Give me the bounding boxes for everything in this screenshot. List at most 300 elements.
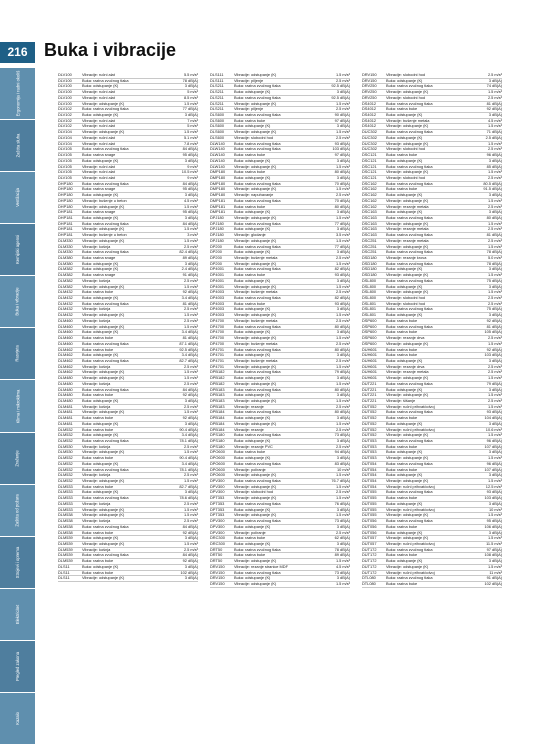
- measurement-label: Buka: razina buke: [82, 456, 114, 461]
- chapter-tab[interactable]: [0, 328, 35, 380]
- table-column: [362, 73, 502, 588]
- measurement-value: 92.5 dB(A): [179, 347, 198, 352]
- measurement-value: 107 dB(A): [484, 444, 502, 449]
- measurement-value: 94 dB(A): [334, 450, 350, 455]
- model-code: DHP180: [58, 198, 73, 203]
- measurement-label: Buka: razina buke: [386, 467, 418, 472]
- measurement-value: 91.5 dB(A): [483, 187, 502, 192]
- measurement-label: Vibracije: ručni alat: [82, 73, 115, 77]
- measurement-label: Buka: odstupanje (K): [386, 473, 423, 478]
- model-code: DSL801: [362, 301, 377, 306]
- measurement-label: Vibracije: piljenje: [234, 107, 264, 112]
- chapter-tab[interactable]: [0, 68, 35, 120]
- measurement-label: Buka: razina zvučnog tlaka: [234, 433, 281, 438]
- measurement-value: 84 dB(A): [182, 221, 198, 226]
- measurement-label: Buka: razina buke: [82, 336, 114, 341]
- measurement-value: 3.4 dB(A): [181, 296, 198, 301]
- chapter-tab[interactable]: [0, 380, 35, 432]
- measurement-label: Buka: razina zvučnog tlaka: [234, 570, 281, 575]
- model-code: DUT055: [362, 513, 377, 518]
- measurement-value: 93 dB(A): [486, 410, 502, 415]
- model-code: DSL800: [362, 284, 377, 289]
- measurement-label: Buka: razina buke: [386, 187, 418, 192]
- measurement-label: Buka: razina buke: [386, 416, 418, 421]
- measurement-value: 2.5 m/s²: [183, 307, 198, 312]
- model-code: DUT054: [362, 484, 377, 489]
- measurement-value: 3 dB(A): [488, 387, 502, 392]
- measurement-label: Vibracije: odstupanje (K): [386, 564, 429, 569]
- measurement-value: 92 dB(A): [182, 393, 198, 398]
- measurement-value: 5.1 m/s²: [183, 135, 198, 140]
- measurement-value: 1.5 m/s²: [487, 479, 502, 484]
- model-code: DUT221: [362, 381, 377, 386]
- model-code: DLM330: [58, 250, 73, 255]
- chapter-tab[interactable]: [0, 589, 35, 641]
- table-column: [58, 73, 198, 588]
- measurement-value: 1.5 m/s²: [487, 456, 502, 461]
- model-code: DTL080: [362, 581, 376, 586]
- measurement-value: 92.5 dB(A): [331, 84, 350, 89]
- measurement-value: 103 dB(A): [484, 496, 502, 501]
- model-code: DLM460: [58, 318, 73, 323]
- model-code: DUT054: [362, 473, 377, 478]
- measurement-label: Vibracije: ručni prihvat/odvoj: [386, 541, 435, 546]
- measurement-value: 3 dB(A): [488, 78, 502, 83]
- measurement-value: 82.7 dB(A): [179, 484, 198, 489]
- measurement-value: 3 dB(A): [336, 307, 350, 312]
- chapter-tab-label: Ergonomija i radni okoliš: [15, 70, 20, 117]
- measurement-label: Buka: razina buke: [386, 553, 418, 558]
- measurement-label: Buka: razina zvučnog tlaka: [234, 113, 281, 118]
- model-code: DLM380: [58, 261, 73, 266]
- measurement-value: 7 m/s²: [187, 118, 198, 123]
- measurement-label: Vibracije: odstupanje (K): [386, 170, 429, 175]
- measurement-label: Buka: odstupanje (K): [82, 490, 119, 495]
- measurement-label: Buka: razina zvučnog tlaka: [82, 387, 129, 392]
- model-code: DP4003: [210, 301, 225, 306]
- measurement-value: 3 dB(A): [336, 576, 350, 581]
- model-code: DLS600: [210, 113, 225, 118]
- model-code: DPB182: [210, 381, 225, 386]
- model-code: DUC302: [362, 135, 377, 140]
- measurement-label: Buka: razina zvučnog tlaka: [234, 95, 281, 100]
- measurement-label: Buka: razina buke: [82, 570, 114, 575]
- page-title: Buka i vibracije: [44, 40, 177, 60]
- measurement-value: 1.5 m/s²: [183, 507, 198, 512]
- measurement-value: 3 dB(A): [184, 84, 198, 89]
- measurement-label: Vibracije: košnja: [82, 318, 111, 323]
- model-code: DLM480: [58, 387, 73, 392]
- measurement-label: Vibracije: odstupanje (K): [234, 187, 277, 192]
- model-code: DP4700: [210, 341, 225, 346]
- measurement-label: Vibracije: rezanje: [234, 404, 264, 409]
- chapter-sidebar: [0, 68, 35, 745]
- measurement-value: 2.5 m/s²: [487, 238, 502, 243]
- measurement-label: Buka: odstupanje (K): [82, 84, 119, 89]
- measurement-value: 4.5 m/s²: [183, 198, 198, 203]
- chapter-tab[interactable]: [0, 172, 35, 224]
- chapter-tab-label: Ventilacija: [14, 188, 20, 208]
- model-code: DSC251: [362, 238, 377, 243]
- measurement-label: Vibracije: bušenje metala: [234, 358, 278, 363]
- measurement-label: Buka: razina buke: [234, 153, 266, 158]
- model-code: DUT055: [362, 501, 377, 506]
- measurement-value: 75 dB(A): [486, 307, 502, 312]
- measurement-value: 1.5 m/s²: [335, 313, 350, 318]
- measurement-label: Buka: odstupanje (K): [386, 158, 423, 163]
- chapter-tab[interactable]: [0, 537, 35, 589]
- model-code: DLM533: [58, 507, 73, 512]
- model-code: DLS211: [210, 101, 224, 106]
- chapter-tab[interactable]: [0, 224, 35, 276]
- measurement-label: Buka: odstupanje (K): [386, 267, 423, 272]
- model-code: DLS211: [210, 107, 224, 112]
- measurement-label: Buka: odstupanje (K): [234, 278, 271, 283]
- measurement-value: 3 dB(A): [184, 215, 198, 220]
- measurement-label: Vibracije: odstupanje (K): [82, 576, 125, 581]
- measurement-label: Vibracije: poliranje: [234, 530, 266, 535]
- measurement-value: 81 dB(A): [486, 324, 502, 329]
- model-code: DLM432: [58, 296, 73, 301]
- measurement-value: 87.1 dB(A): [179, 341, 198, 346]
- measurement-label: Vibracije: odstupanje (K): [386, 141, 429, 146]
- model-code: DUT052: [362, 427, 377, 432]
- measurement-label: Vibracije: odstupanje (K): [234, 398, 277, 403]
- model-code: DP200: [210, 250, 222, 255]
- measurement-label: Buka: razina buke: [234, 536, 266, 541]
- measurement-value: 1.5 m/s²: [487, 273, 502, 278]
- measurement-label: Buka: odstupanje (K): [82, 421, 119, 426]
- model-code: DLV105: [58, 175, 72, 180]
- model-code: DLV100: [58, 73, 72, 77]
- model-code: DPB183: [210, 387, 225, 392]
- measurement-label: Buka: razina buke: [234, 301, 266, 306]
- measurement-value: 4.5 m/s²: [335, 564, 350, 569]
- chapter-tab[interactable]: [0, 641, 35, 693]
- model-code: DLM460: [58, 336, 73, 341]
- measurement-label: Vibracije: ručni prihvat/odvoj: [386, 404, 435, 409]
- model-code: DLV100: [58, 95, 72, 100]
- model-code: DLM532: [58, 439, 73, 443]
- measurement-value: 82 dB(A): [334, 267, 350, 272]
- chapter-tab[interactable]: [0, 276, 35, 328]
- measurement-value: 3 dB(A): [336, 541, 350, 546]
- chapter-tab[interactable]: [0, 485, 35, 537]
- measurement-label: Buka: razina buke: [386, 107, 418, 112]
- measurement-label: Vibracije: odstupanje (K): [82, 130, 125, 135]
- model-code: DLM460: [58, 324, 73, 329]
- measurement-value: 3 dB(A): [488, 559, 502, 564]
- model-code: DSD180: [362, 267, 377, 272]
- measurement-label: Vibracije: odstupanje (K): [234, 73, 277, 77]
- measurement-value: 1.5 m/s²: [335, 559, 350, 564]
- measurement-label: Buka: razina zvučnog tlaka: [82, 439, 129, 443]
- measurement-label: Buka: odstupanje (K): [82, 461, 119, 466]
- measurement-value: 76.7 dB(A): [331, 479, 350, 484]
- model-code: DUT172: [362, 559, 377, 564]
- model-code: DLM539: [58, 547, 73, 552]
- measurement-value: 3 dB(A): [488, 210, 502, 215]
- measurement-label: Vibracije: bušenje metala: [234, 318, 278, 323]
- measurement-value: 90.4 dB(A): [179, 427, 198, 432]
- measurement-value: 3 dB(A): [184, 261, 198, 266]
- measurement-value: 3 dB(A): [184, 564, 198, 569]
- model-code: DLM432: [58, 307, 73, 312]
- model-code: DLM532: [58, 479, 73, 484]
- measurement-label: Buka: razina zvučnog tlaka: [234, 479, 281, 484]
- measurement-value: 1.5 m/s²: [487, 433, 502, 438]
- measurement-label: Vibracije: odstupanje (K): [82, 204, 125, 209]
- model-code: DLV100: [58, 101, 72, 106]
- measurement-label: Buka: odstupanje (K): [234, 393, 271, 398]
- measurement-label: Vibracije: odstupanje (K): [82, 284, 125, 289]
- measurement-label: Vibracije: bušenje metala: [234, 341, 278, 346]
- measurement-value: 78 dB(A): [486, 250, 502, 255]
- model-code: DPO600: [210, 450, 225, 455]
- measurement-label: Buka: odstupanje (K): [386, 193, 423, 198]
- measurement-value: 1.5 m/s²: [183, 513, 198, 518]
- measurement-label: Buka: razina zvučnog tlaka: [386, 101, 433, 106]
- model-code: DPB184: [210, 410, 225, 415]
- measurement-value: 3 dB(A): [488, 113, 502, 118]
- chapter-tab-label: Klima i mikroklima: [15, 389, 20, 423]
- measurement-value: 3 dB(A): [336, 524, 350, 529]
- measurement-value: 95 dB(A): [182, 210, 198, 215]
- measurement-value: 2.5 m/s²: [335, 358, 350, 363]
- model-code: DP4003: [210, 290, 225, 295]
- model-code: DPB183: [210, 393, 225, 398]
- measurement-value: 11.5 m/s²: [486, 541, 502, 546]
- measurement-label: Buka: razina zvučnog tlaka: [82, 78, 129, 83]
- model-code: DUT172: [362, 570, 377, 575]
- measurement-label: Buka: odstupanje (K): [82, 330, 119, 335]
- measurement-label: Vibracije: košnja: [82, 278, 111, 283]
- model-code: DSC162: [362, 187, 377, 192]
- model-code: DRV250: [362, 90, 377, 95]
- model-code: DLM481: [58, 416, 73, 421]
- measurement-value: 3 dB(A): [184, 421, 198, 426]
- measurement-label: Vibracije: odstupanje (K): [234, 101, 277, 106]
- measurement-value: 3 dB(A): [336, 439, 350, 443]
- measurement-label: Buka: razina buke: [234, 204, 266, 209]
- model-code: DUT055: [362, 507, 377, 512]
- model-code: DUT056: [362, 524, 377, 529]
- model-code: DRT50: [210, 559, 223, 564]
- model-code: DMP180: [210, 170, 226, 175]
- measurement-value: 5.0 m/s²: [487, 256, 502, 260]
- measurement-label: Buka: razina buke: [82, 530, 114, 535]
- measurement-value: 1.5 m/s²: [487, 141, 502, 146]
- measurement-label: Buka: razina zvučnog tlaka: [234, 324, 281, 329]
- measurement-value: 92 dB(A): [486, 347, 502, 352]
- measurement-label: Vibracije: odstupanje (K): [234, 261, 277, 266]
- measurement-label: Buka: odstupanje (K): [82, 193, 119, 198]
- model-code: DLM480: [58, 381, 73, 386]
- measurement-value: 1.5 m/s²: [183, 410, 198, 415]
- measurement-value: 96 dB(A): [486, 153, 502, 158]
- chapter-tab-label: Strojevi i oprema: [14, 546, 20, 578]
- model-code: DLM539: [58, 541, 73, 546]
- measurement-label: Buka: razina zvučnog tlaka: [234, 501, 281, 506]
- measurement-label: Buka: razina buke: [82, 416, 114, 421]
- model-code: DSC163: [362, 233, 377, 238]
- measurement-label: Buka: razina zvučnog tlaka: [386, 324, 433, 329]
- measurement-label: Vibracije: odstupanje (K): [234, 284, 277, 289]
- model-code: DPJ180: [210, 221, 224, 226]
- measurement-value: 85 dB(A): [486, 164, 502, 169]
- measurement-value: 80 dB(A): [334, 347, 350, 352]
- measurement-label: Vibracije: odstupanje (K): [386, 393, 429, 398]
- model-code: DUT052: [362, 421, 377, 426]
- model-code: DS4012: [362, 113, 377, 118]
- model-code: DLM480: [58, 376, 73, 381]
- model-code: DUT221: [362, 398, 377, 403]
- measurement-label: Buka: razina buke: [82, 347, 114, 352]
- measurement-label: Buka: odstupanje (K): [386, 559, 423, 564]
- measurement-label: Vibracije: odstupanje (K): [386, 479, 429, 484]
- model-code: DLV105: [58, 147, 72, 152]
- measurement-value: 1.5 m/s²: [335, 484, 350, 489]
- measurement-value: 1.5 m/s²: [335, 496, 350, 501]
- measurement-label: Buka: razina zvučnog tlaka: [82, 358, 129, 363]
- measurement-label: Vibracije: odstupanje (K): [82, 370, 125, 375]
- model-code: DHP180: [58, 181, 73, 186]
- model-code: DLM533: [58, 501, 73, 506]
- measurement-value: 73 dB(A): [334, 433, 350, 438]
- measurement-value: 95 dB(A): [182, 153, 198, 158]
- model-code: DSC121: [362, 158, 377, 163]
- measurement-label: Buka: razina buke: [82, 393, 114, 398]
- model-code: DP4001: [210, 284, 225, 289]
- chapter-tab-label: Buka i vibracije: [14, 287, 20, 316]
- measurement-value: 80 dB(A): [334, 204, 350, 209]
- model-code: DLM539: [58, 536, 73, 541]
- measurement-value: 9 m/s²: [187, 175, 198, 180]
- model-code: DLM382: [58, 284, 73, 289]
- model-code: DUT057: [362, 541, 377, 546]
- measurement-label: Vibracije: košnja: [82, 244, 111, 249]
- model-code: DLM530: [58, 450, 73, 455]
- model-code: DUH601: [362, 347, 377, 352]
- measurement-value: 1.5 m/s²: [335, 164, 350, 169]
- model-code: DLM432: [58, 301, 73, 306]
- measurement-label: Buka: razina snage: [82, 273, 116, 278]
- measurement-value: 97 dB(A): [486, 547, 502, 552]
- measurement-label: Vibracije: slobodni hod: [386, 147, 426, 152]
- measurement-label: Buka: razina buke: [234, 553, 266, 558]
- measurement-value: 1.5 m/s²: [487, 290, 502, 295]
- model-code: DUT221: [362, 387, 377, 392]
- measurement-label: Buka: odstupanje (K): [234, 307, 271, 312]
- measurement-value: 93 dB(A): [334, 273, 350, 278]
- measurement-value: 92 dB(A): [182, 416, 198, 421]
- measurement-value: 78 dB(A): [334, 547, 350, 552]
- measurement-label: Buka: razina zvučnog tlaka: [82, 181, 129, 186]
- chapter-tab[interactable]: [0, 433, 35, 485]
- chapter-tab[interactable]: [0, 120, 35, 172]
- model-code: DPV300: [210, 524, 225, 529]
- measurement-value: 77 dB(A): [334, 244, 350, 249]
- measurement-label: Vibracije: odstupanje (K): [82, 410, 125, 415]
- model-code: DS4012: [362, 107, 377, 112]
- model-code: DUH601: [362, 358, 377, 363]
- measurement-value: 80 dB(A): [334, 410, 350, 415]
- model-code: DLV105: [58, 164, 72, 169]
- measurement-value: 3 dB(A): [336, 227, 350, 232]
- model-code: DLV105: [58, 170, 72, 175]
- measurement-label: Vibracije: odstupanje (K): [82, 101, 125, 106]
- measurement-label: Vibracije: odstupanje (K): [234, 496, 277, 501]
- measurement-label: Buka: razina zvučnog tlaka: [386, 130, 433, 135]
- model-code: DLM539: [58, 559, 73, 564]
- measurement-label: Buka: odstupanje (K): [234, 576, 271, 581]
- measurement-label: Buka: razina zvučnog tlaka: [386, 233, 433, 238]
- measurement-value: 1.5 m/s²: [487, 513, 502, 518]
- model-code: DUC302: [362, 147, 377, 152]
- measurement-value: 3.5 m/s²: [335, 233, 350, 238]
- model-code: DLV104: [58, 135, 72, 140]
- measurement-label: Buka: razina zvučnog tlaka: [386, 84, 433, 89]
- model-code: DLW140: [210, 153, 225, 158]
- measurement-value: 1.5 m/s²: [335, 284, 350, 289]
- model-code: DP200: [210, 244, 222, 249]
- measurement-value: 1.5 m/s²: [335, 513, 350, 518]
- measurement-label: Vibracije: odstupanje (K): [234, 381, 277, 386]
- chapter-tab[interactable]: [0, 693, 35, 745]
- measurement-label: Vibracije: rezanje drva: [386, 364, 425, 369]
- measurement-label: Buka: odstupanje (K): [386, 78, 423, 83]
- model-code: DLM532: [58, 461, 73, 466]
- measurement-label: Vibracije: ručni prihvat/odvoj: [386, 427, 435, 432]
- measurement-label: Buka: razina buke: [82, 290, 114, 295]
- model-code: DLV100: [58, 84, 72, 89]
- measurement-value: 3 dB(A): [184, 193, 198, 198]
- model-code: DSC163: [362, 227, 377, 232]
- measurement-label: Vibracije: napuhavanje: [234, 193, 274, 198]
- model-code: DSL801: [362, 307, 377, 312]
- measurement-value: 3 dB(A): [488, 473, 502, 478]
- measurement-label: Vibracije: košnja: [82, 501, 111, 506]
- measurement-label: Buka: razina zvučnog tlaka: [386, 261, 433, 266]
- measurement-value: 79 dB(A): [334, 370, 350, 375]
- measurement-label: Buka: razina zvučnog tlaka: [82, 341, 129, 346]
- measurement-value: 2.5 m/s²: [487, 175, 502, 180]
- measurement-label: Vibracije: košnja: [82, 473, 111, 478]
- model-code: DSD180: [362, 261, 377, 266]
- measurement-value: 96 dB(A): [486, 439, 502, 443]
- measurement-value: 3 dB(A): [488, 313, 502, 318]
- measurement-value: 3 dB(A): [336, 278, 350, 283]
- model-code: DUT055: [362, 490, 377, 495]
- measurement-value: 96 dB(A): [486, 461, 502, 466]
- measurement-value: 1.5 m/s²: [487, 536, 502, 541]
- measurement-value: 3 dB(A): [336, 393, 350, 398]
- measurement-value: 2.5 m/s²: [487, 336, 502, 341]
- measurement-label: Vibracije: rezanje stranice MDF: [234, 564, 288, 569]
- model-code: DRV150: [362, 73, 377, 77]
- model-code: DP4701: [210, 358, 225, 363]
- model-code: DMP180: [210, 181, 226, 186]
- measurement-label: Buka: razina zvučnog tlaka: [82, 301, 129, 306]
- model-code: DUC302: [362, 130, 377, 135]
- model-code: DLM532: [58, 433, 73, 438]
- measurement-label: Buka: odstupanje (K): [386, 501, 423, 506]
- model-code: DLM533: [58, 490, 73, 495]
- chapter-tab-label: Rasvjeta: [14, 345, 20, 363]
- model-code: DPV300: [210, 479, 225, 484]
- model-code: DHP181: [58, 210, 73, 215]
- model-code: DUT172: [362, 564, 377, 569]
